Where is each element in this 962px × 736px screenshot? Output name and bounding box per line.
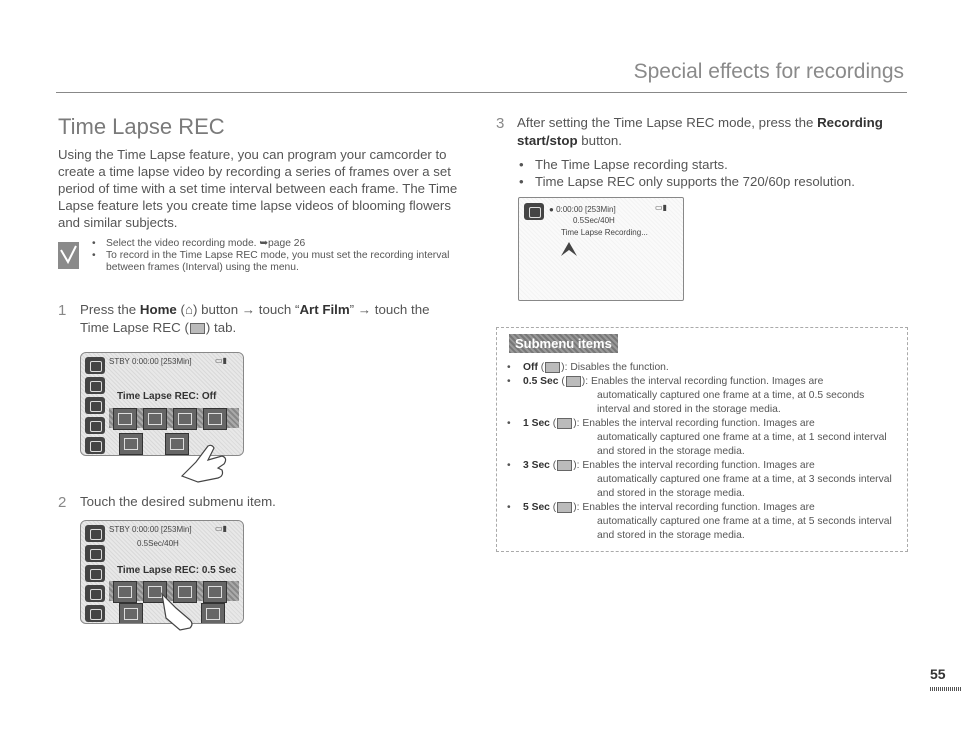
step-2-text: Touch the desired submenu item. (80, 494, 276, 509)
note-item: • Select the video recording mode. ➥page 26 (92, 238, 472, 250)
time-lapse-label: Time Lapse REC: 0.5 Sec (117, 565, 237, 576)
note-item: • To record in the Time Lapse REC mode, you must set the recording interval between frames (Interval) using the menu. (92, 250, 472, 274)
three-sec-icon (557, 460, 572, 471)
submenu-item: • 0.5 Sec ( ): Enables the interval recording function. Images are automatically captured one frame at a time, at 0.5 seconds interval and stored in the storage media. (505, 375, 895, 417)
interval-05-tile[interactable] (143, 408, 167, 430)
tab-icon[interactable] (119, 433, 143, 455)
zoom-icon (85, 417, 105, 434)
page-number: 55 (930, 666, 946, 682)
note-icon (58, 242, 79, 269)
five-sec-icon (557, 502, 572, 513)
step-number: 3 (496, 115, 505, 132)
arrow-pointer-icon (559, 238, 579, 258)
submenu-item: • 5 Sec ( ): Enables the interval recording function. Images are automatically captured one frame at a time, at 5 seconds interval and stored in the storage media. (505, 501, 895, 543)
intro-paragraph: Using the Time Lapse feature, you can program your camcorder to create a time lapse video by recording a series of frames over a set period of time with a set time interval between each frame. The Time Lapse feature lets you create time lapse videos of blooming flowers and similar subjects. (58, 147, 458, 230)
step-number: 1 (58, 302, 67, 319)
bullet-item: • Time Lapse REC only supports the 720/60p resolution. (519, 174, 855, 189)
battery-icon: ▭▮ (215, 356, 227, 365)
camera-screen-3 (518, 197, 684, 301)
time-lapse-tab-icon (190, 323, 205, 334)
menu-icon (85, 525, 105, 542)
time-lapse-label: Time Lapse REC: Off (117, 391, 217, 402)
bullet-item: • The Time Lapse recording starts. (519, 157, 728, 172)
interval-1-tile[interactable] (173, 408, 197, 430)
video-mode-icon (85, 377, 105, 394)
playback-icon (85, 605, 105, 622)
home-icon: ⌂ (184, 302, 193, 317)
zoom-icon (85, 585, 105, 602)
photo-mode-icon (85, 397, 105, 414)
page-number-decoration (930, 687, 961, 691)
playback-icon (85, 437, 105, 454)
section-title: Special effects for recordings (633, 60, 904, 83)
battery-icon: ▭▮ (655, 203, 667, 212)
interval-3-tile[interactable] (203, 408, 227, 430)
step-1-text: Press the Home (⌂) button → touch “Art Film” → touch the Time Lapse REC ( ) tab. (80, 302, 430, 335)
note-list (92, 238, 472, 275)
header-divider (56, 92, 907, 93)
finger-pointer-icon (178, 440, 238, 484)
step-3-text: After setting the Time Lapse REC mode, press the Recording start/stop button. (517, 115, 883, 148)
status-readout: ● 0:00:00 [253Min] (549, 205, 616, 214)
step-number: 2 (58, 494, 67, 511)
half-sec-icon (566, 376, 581, 387)
status-readout: STBY 0:00:00 [253Min] (109, 525, 192, 534)
interval-off-tile[interactable] (113, 408, 137, 430)
menu-icon (85, 357, 105, 374)
recording-status-label: Time Lapse Recording... (561, 228, 648, 237)
one-sec-icon (557, 418, 572, 429)
tab-icon[interactable] (119, 603, 143, 624)
interval-off-tile[interactable] (113, 581, 137, 603)
video-mode-icon (85, 545, 105, 562)
photo-mode-icon (85, 565, 105, 582)
off-icon (545, 362, 560, 373)
submenu-list (505, 361, 895, 543)
interval-readout: 0.5Sec/40H (137, 539, 179, 548)
submenu-item: • Off ( ): Disables the function. (505, 361, 895, 375)
submenu-item: • 3 Sec ( ): Enables the interval recording function. Images are automatically captured one frame at a time, at 3 seconds interval and stored in the storage media. (505, 459, 895, 501)
submenu-title: Submenu items (509, 334, 618, 353)
submenu-item: • 1 Sec ( ): Enables the interval recording function. Images are automatically captured one frame at a time, at 1 second interval and stored in the storage media. (505, 417, 895, 459)
interval-readout: 0.5Sec/40H (573, 216, 615, 225)
finger-pointer-icon (160, 592, 214, 632)
step-3-bullets (517, 156, 907, 190)
page-title: Time Lapse REC (58, 114, 225, 139)
battery-icon: ▭▮ (215, 524, 227, 533)
recording-icon (524, 203, 544, 220)
status-readout: STBY 0:00:00 [253Min] (109, 357, 192, 366)
